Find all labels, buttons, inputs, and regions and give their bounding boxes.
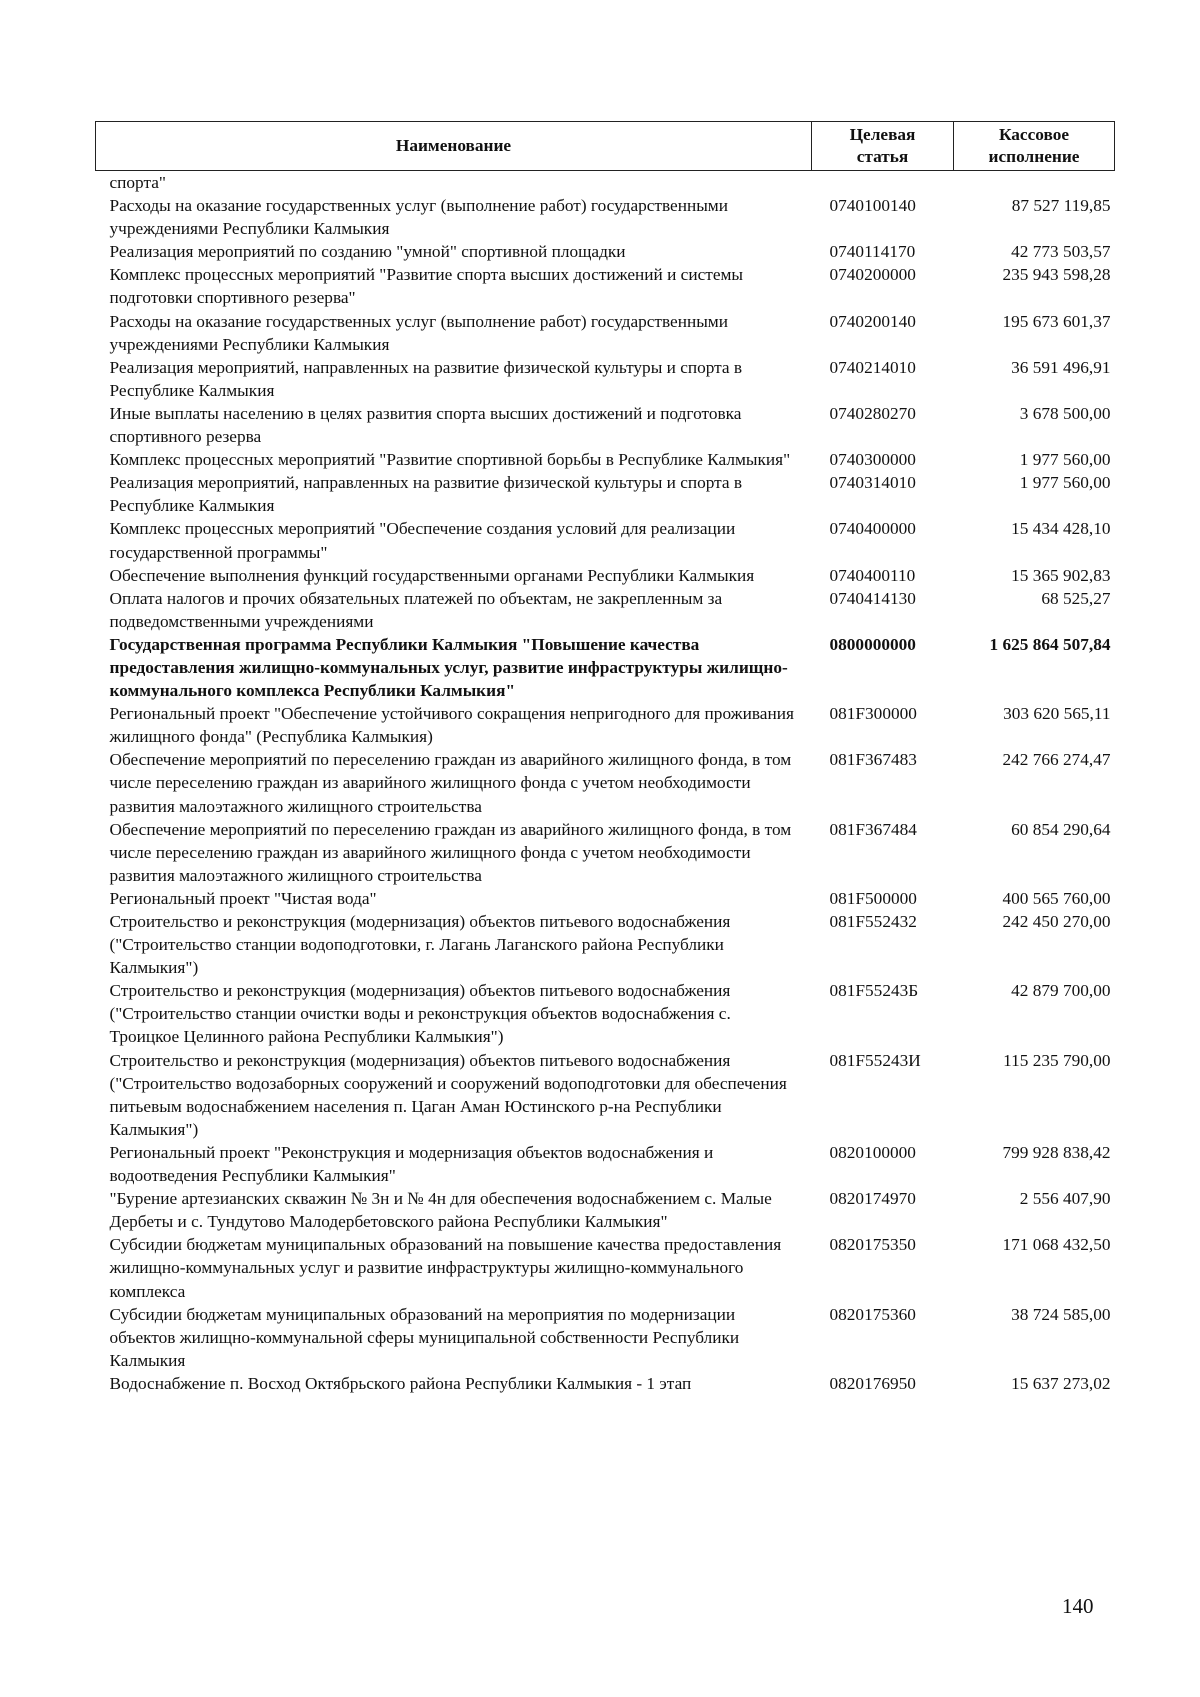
row-name: Строительство и реконструкция (модернизация) объектов питьевого водоснабжения ("Строительство станции водоподготовки, г. Лагань Лаганского района Республики Калмыкия") [109, 912, 731, 978]
row-code: 081F552432 [829, 912, 917, 931]
table-row [96, 702, 1115, 748]
header-code [812, 122, 954, 171]
table-row [96, 310, 1115, 356]
table-row [96, 979, 1115, 1048]
row-name: Обеспечение выполнения функций государственными органами Республики Калмыкия [109, 565, 755, 585]
header-code-line1: Целевая [849, 125, 916, 144]
header-amount-line2: исполнение [988, 147, 1080, 166]
row-amount: 15 365 902,83 [1011, 565, 1111, 585]
table-row [96, 402, 1115, 448]
table-row [96, 1141, 1115, 1187]
table-row [96, 818, 1115, 887]
row-amount: 38 724 585,00 [1011, 1304, 1111, 1324]
row-amount: 2 556 407,90 [1019, 1189, 1111, 1209]
row-amount: 87 527 119,85 [1011, 196, 1111, 216]
table-row [96, 910, 1115, 979]
row-amount: 1 977 560,00 [1019, 473, 1111, 493]
row-name: Реализация мероприятий, направленных на развитие физической культуры и спорта в Республике Калмыкия [109, 473, 743, 516]
table-row [96, 171, 1115, 195]
row-amount: 235 943 598,28 [1002, 265, 1111, 285]
row-name: Строительство и реконструкция (модернизация) объектов питьевого водоснабжения ("Строительство станции очистки воды и реконструкция объектов водоснабжения с. Троицкое Целинного района Республики Калмыкия") [109, 981, 731, 1047]
row-amount: 242 450 270,00 [1002, 912, 1111, 931]
header-name-label: Наименование [395, 136, 512, 155]
row-code: 081F55243Б [829, 981, 919, 1001]
table-row [96, 1233, 1115, 1302]
budget-table [95, 121, 1115, 1395]
header-row [96, 122, 1115, 171]
row-amount: 68 525,27 [1041, 588, 1111, 608]
row-amount: 799 928 838,42 [1002, 1142, 1111, 1162]
row-code: 0820174970 [829, 1189, 916, 1209]
row-name: Реализация мероприятий, направленных на развитие физической культуры и спорта в Республике Калмыкия [109, 357, 743, 400]
table-row [96, 240, 1115, 263]
row-name: Иные выплаты населению в целях развития спорта высших достижений и подготовка спортивного резерва [109, 403, 742, 447]
row-name: спорта" [109, 173, 166, 192]
table-body [96, 171, 1115, 1395]
row-code: 0820100000 [829, 1142, 916, 1162]
row-code: 0740114170 [829, 242, 916, 262]
row-amount: 60 854 290,64 [1011, 819, 1111, 839]
row-amount: 400 565 760,00 [1002, 888, 1111, 908]
table-row [96, 887, 1115, 910]
row-code: 0820176950 [829, 1373, 916, 1393]
row-code: 081F55243И [829, 1050, 921, 1070]
row-name: Комплекс процессных мероприятий "Развитие спортивной борьбы в Республике Калмыкия" [109, 450, 791, 470]
table-row [96, 263, 1115, 309]
table-row [96, 564, 1115, 587]
row-name: Водоснабжение п. Восход Октябрьского района Республики Калмыкия - 1 этап [109, 1373, 692, 1393]
table-row [96, 448, 1115, 471]
row-name: Строительство и реконструкция (модернизация) объектов питьевого водоснабжения ("Строительство водозаборных сооружений и сооружений водоподготовки для обеспечения питьевым водоснабжением населения п. Цаган Аман Юстинского р-на Республики Калмыкия") [109, 1050, 787, 1139]
row-amount: 1 977 560,00 [1019, 450, 1111, 470]
row-code: 081F367483 [829, 750, 917, 770]
row-name: Комплекс процессных мероприятий "Развитие спорта высших достижений и системы подготовки спортивного резерва" [109, 265, 744, 308]
header-name [96, 122, 812, 171]
table-row [96, 517, 1115, 563]
row-name: Субсидии бюджетам муниципальных образований на мероприятия по модернизации объектов жилищно-коммунальной сферы муниципальной собственности Республики Калмыкия [109, 1304, 740, 1370]
row-amount: 303 620 565,11 [1003, 704, 1111, 724]
row-name: Субсидии бюджетам муниципальных образований на повышение качества предоставления жилищно-коммунальных услуг и развитие инфраструктуры жилищно-коммунального комплекса [109, 1235, 782, 1301]
row-code: 081F300000 [829, 704, 917, 724]
table-row [96, 1372, 1115, 1395]
row-code: 0740400110 [829, 565, 916, 585]
row-code: 0740280270 [829, 403, 916, 423]
row-code: 0820175350 [829, 1235, 916, 1255]
table-row [96, 587, 1115, 633]
row-name: Государственная программа Республики Калмыкия "Повышение качества предоставления жилищно-коммунальных услуг, развитие инфраструктуры жилищно-коммунального комплекса Республики Калмыкия" [109, 634, 788, 701]
row-amount: 36 591 496,91 [1011, 357, 1111, 377]
row-name: Комплекс процессных мероприятий "Обеспечение создания условий для реализации государственной программы" [109, 519, 736, 562]
row-name: Оплата налогов и прочих обязательных платежей по объектам, не закрепленным за подведомственными учреждениями [109, 588, 723, 631]
row-code: 0820175360 [829, 1304, 916, 1324]
budget-sheet [95, 121, 1114, 1395]
row-code: 081F367484 [829, 819, 917, 839]
row-code [812, 171, 954, 195]
table-row [96, 633, 1115, 702]
row-amount: 1 625 864 507,84 [989, 634, 1111, 654]
row-code: 0740100140 [829, 196, 916, 216]
row-code: 0740414130 [829, 588, 916, 608]
table-row [96, 748, 1115, 817]
row-amount: 3 678 500,00 [1019, 403, 1111, 423]
row-code: 0740300000 [829, 450, 916, 470]
table-row [96, 1187, 1115, 1233]
row-code: 0740200140 [829, 311, 916, 331]
table-row [96, 1303, 1115, 1372]
row-amount [954, 171, 1115, 195]
table-row [96, 471, 1115, 517]
row-code: 0740200000 [829, 265, 916, 285]
row-amount: 15 637 273,02 [1011, 1373, 1111, 1393]
row-amount: 171 068 432,50 [1002, 1235, 1111, 1255]
table-row [96, 1049, 1115, 1141]
row-code: 0740400000 [829, 519, 916, 539]
row-amount: 115 235 790,00 [1003, 1050, 1111, 1070]
row-code: 081F500000 [829, 888, 917, 908]
row-name: Региональный проект "Реконструкция и модернизация объектов водоснабжения и водоотведения Республики Калмыкия" [109, 1142, 714, 1186]
row-amount: 42 773 503,57 [1011, 242, 1111, 262]
row-amount: 15 434 428,10 [1011, 519, 1111, 539]
row-name: Обеспечение мероприятий по переселению граждан из аварийного жилищного фонда, в том числе переселению граждан из аварийного жилищного фонда с учетом необходимости развития малоэтажного жилищного строительства [109, 750, 792, 816]
row-name: Реализация мероприятий по созданию "умной" спортивной площадки [109, 242, 626, 262]
row-name: Расходы на оказание государственных услуг (выполнение работ) государственными учреждениями Республики Калмыкия [109, 196, 728, 239]
row-amount: 42 879 700,00 [1011, 981, 1111, 1001]
table-row [96, 194, 1115, 240]
row-name: "Бурение артезианских скважин № 3н и № 4н для обеспечения водоснабжением с. Малые Дербеты и с. Тундутово Малодербетовского района Республики Калмыкия" [109, 1189, 772, 1232]
header-code-line2: статья [856, 147, 909, 166]
row-code: 0800000000 [829, 634, 916, 654]
row-code: 0740314010 [829, 473, 916, 493]
row-name: Региональный проект "Обеспечение устойчивого сокращения непригодного для проживания жилищного фонда" (Республика Калмыкия) [109, 704, 794, 747]
row-amount: 195 673 601,37 [1002, 311, 1111, 331]
page-number: 140 [1062, 1594, 1094, 1618]
row-name: Обеспечение мероприятий по переселению граждан из аварийного жилищного фонда, в том числе переселению граждан из аварийного жилищного фонда с учетом необходимости развития малоэтажного жилищного строительства [109, 819, 792, 885]
row-amount: 242 766 274,47 [1002, 750, 1111, 770]
row-name: Региональный проект "Чистая вода" [109, 888, 377, 908]
table-row [96, 356, 1115, 402]
row-name: Расходы на оказание государственных услуг (выполнение работ) государственными учреждениями Республики Калмыкия [109, 311, 728, 354]
row-code: 0740214010 [829, 357, 916, 377]
header-amount-line1: Кассовое [998, 125, 1070, 144]
header-amount [954, 122, 1115, 171]
table-header [96, 122, 1115, 171]
